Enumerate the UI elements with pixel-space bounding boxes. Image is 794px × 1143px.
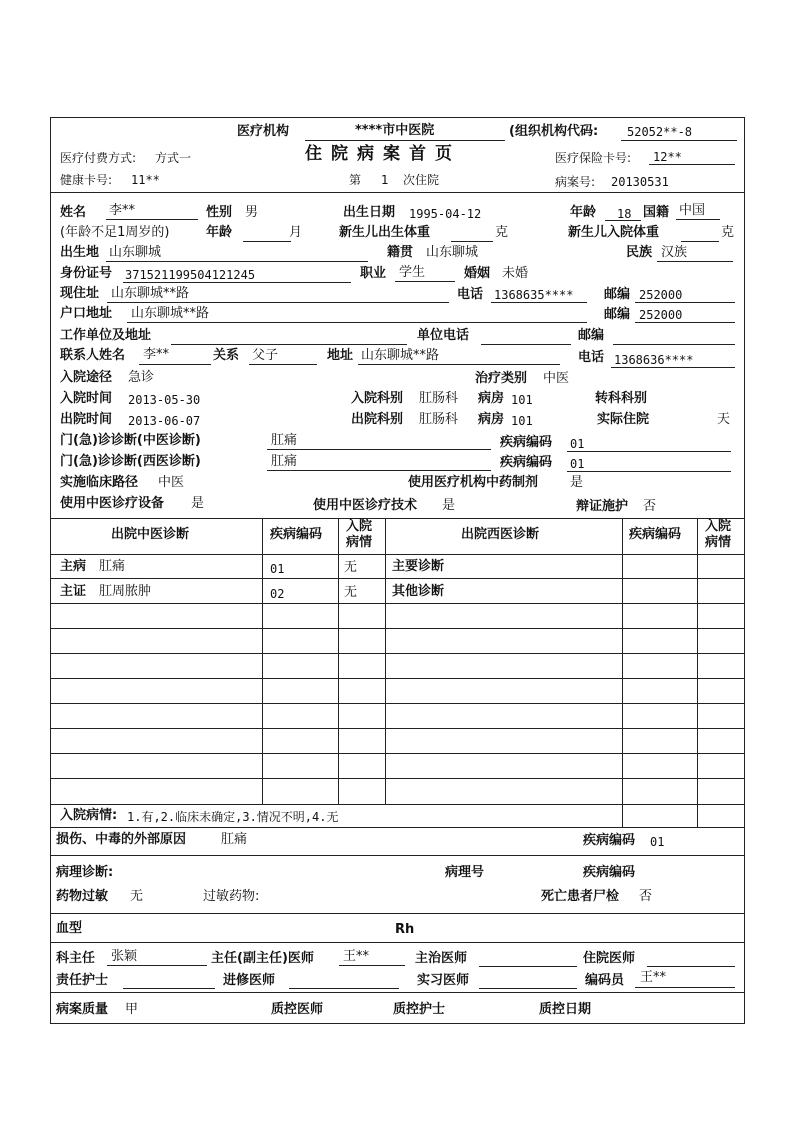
col-cond2-header-l2: 病情 [705,535,732,550]
contact-label: 联系人姓名 [60,348,126,363]
pathology-code-label: 疾病编码 [583,865,636,880]
insurance-value: 12** [653,150,682,164]
native-value: 山东聊城 [426,245,479,260]
blood-label: 血型 [56,921,83,936]
trainee-label: 进修医师 [223,973,276,988]
nurse-label: 责任护士 [56,973,109,988]
row1-value: 肛痛 [99,559,126,574]
qc-nurse-label: 质控护士 [393,1002,446,1017]
underline [123,988,215,989]
underline [107,965,207,966]
occupation-value: 学生 [399,265,426,280]
infant-age-label: 年龄 [206,225,233,240]
tcm-code-label: 疾病编码 [500,435,553,450]
underline [123,282,351,283]
underline [479,966,577,967]
underline [657,261,733,262]
gender-value: 男 [245,205,259,220]
route-value: 急诊 [128,370,155,385]
divider [51,855,744,856]
underline [305,140,505,141]
org-code-label: (组织机构代码: [509,124,599,139]
row2-label: 主证 [60,584,87,599]
underline [249,364,317,365]
legend-text: 1.有,2.临床未确定,3.情况不明,4.无 [127,810,339,824]
underline [106,261,368,262]
wm-diag-value: 肛痛 [271,454,298,469]
row1-code: 01 [270,562,285,576]
id-value: 371521199504121245 [125,268,256,282]
prep-value: 是 [570,475,584,490]
table-row-line [51,753,744,754]
attending-label: 主治医师 [415,951,468,966]
underline [635,322,735,323]
address-value: 山东聊城**路 [111,286,190,301]
treat-type-value: 中医 [543,371,570,386]
ethnicity-value: 汉族 [661,245,688,260]
resident-label: 住院医师 [583,951,636,966]
treat-type-label: 治疗类别 [475,371,528,386]
col-wm-header: 出院西医诊断 [461,527,540,542]
underline [107,302,449,303]
divider [51,942,744,943]
gender-label: 性别 [206,205,233,220]
rh-label: Rh [395,922,415,937]
phone-label: 电话 [457,287,484,302]
underline [605,220,641,221]
injury-value: 肛痛 [221,832,248,847]
postcode-label2: 邮编 [604,307,631,322]
contact-value: 李** [143,347,170,362]
address-label: 现住址 [60,286,100,301]
underline [635,987,735,988]
table-top-border [51,518,744,519]
age-value: 18 [617,207,632,221]
tech-label: 使用中医诊疗技术 [313,498,418,513]
name-value: 李** [109,203,136,218]
wm-code-value: 01 [570,457,585,471]
col-code2-header: 疾病编码 [629,527,682,542]
row2-value: 肛周脓肿 [99,584,152,599]
coder-label: 编码员 [585,973,625,988]
health-card-value: 11** [131,173,160,187]
contact-phone-value: 1368636**** [614,353,694,367]
underline [243,241,291,242]
table-row-line [51,628,744,629]
syndrome-label: 辩证施护 [576,499,629,514]
admission-count-prefix: 第 [349,173,362,187]
discharge-dept-label: 出院科别 [351,412,404,427]
chief-label: 主任(副主任)医师 [211,951,314,966]
phone-value: 1368635**** [494,288,574,302]
divider [51,192,744,193]
row1-wm-label: 主要诊断 [392,559,445,574]
admit-dept-label: 入院科别 [351,391,404,406]
relation-label: 关系 [213,348,240,363]
divider [51,913,744,914]
allergy-label: 药物过敏 [56,889,109,904]
ward-label2: 病房 [478,412,505,427]
actual-stay-label: 实际住院 [597,412,650,427]
injury-label: 损伤、中毒的外部原因 [56,832,187,847]
ethnicity-label: 民族 [626,245,653,260]
underline [395,281,455,282]
row1-cond: 无 [344,560,358,575]
legend-label: 入院病情: [60,808,118,823]
household-value: 山东聊城**路 [131,306,210,321]
autopsy-label: 死亡患者尸检 [541,889,620,904]
relation-value: 父子 [252,348,279,363]
underline [611,367,735,368]
underline [289,988,399,989]
ward-value2: 101 [511,414,533,428]
nationality-label: 国籍 [643,205,670,220]
institution-value: ****市中医院 [355,123,435,138]
row2-wm-label: 其他诊断 [392,584,445,599]
injury-code-label: 疾病编码 [583,833,636,848]
underline [649,164,735,165]
medical-record-form [50,117,745,1024]
discharge-time-value: 2013-06-07 [128,414,201,428]
allergen-label: 过敏药物: [203,889,260,904]
discharge-dept-value: 肛肠科 [419,412,459,427]
table-row-line [51,578,744,579]
qc-doctor-label: 质控医师 [271,1002,324,1017]
admission-count-value: 1 [381,173,389,187]
col-code-header: 疾病编码 [270,527,323,542]
work-label: 工作单位及地址 [60,328,152,343]
tcm-diag-label: 门(急)诊诊断(中医诊断) [60,433,201,448]
table-row-line [51,703,744,704]
col-tcm-header: 出院中医诊断 [111,527,190,542]
qc-date-label: 质控日期 [539,1002,592,1017]
table-col-line [338,518,339,804]
underline [267,449,491,450]
table-row-line [51,554,744,555]
underline [479,988,577,989]
quality-value: 甲 [125,1002,139,1017]
table-row-line [51,728,744,729]
director-value: 张颖 [111,949,138,964]
marital-value: 未婚 [502,266,529,281]
insurance-label: 医疗保险卡号: [555,151,632,165]
row1-label: 主病 [60,559,87,574]
underline [481,344,571,345]
underline [635,302,735,303]
injury-code-value: 01 [650,835,665,849]
infant-note: (年龄不足1周岁的) [60,225,170,240]
col-cond2-header-l1: 入院 [705,519,732,534]
underline [676,219,720,220]
payment-value: 方式一 [155,151,192,165]
name-label: 姓名 [60,205,87,220]
syndrome-value: 否 [643,499,657,514]
household-label: 户口地址 [60,306,113,321]
admission-count-suffix: 次住院 [403,173,440,187]
contact-phone-label: 电话 [578,350,605,365]
underline [681,241,719,242]
birth-label: 出生日期 [343,205,396,220]
chief-value: 王** [343,949,370,964]
underline [451,241,493,242]
route-label: 入院途径 [60,370,113,385]
underline [647,966,735,967]
birth-weight-label: 新生儿出生体重 [339,225,431,240]
marital-label: 婚姻 [464,266,491,281]
table-col-line [622,518,623,827]
ward-value: 101 [511,393,533,407]
birth-value: 1995-04-12 [409,207,482,221]
table-row-line [51,778,744,779]
tcm-code-value: 01 [570,437,585,451]
tech-value: 是 [442,498,456,513]
institution-label: 医疗机构 [237,124,290,139]
pathology-label: 病理诊断: [56,865,114,880]
discharge-time-label: 出院时间 [60,412,113,427]
equip-value: 是 [191,496,205,511]
wm-code-label: 疾病编码 [500,455,553,470]
native-label: 籍贯 [387,245,414,260]
wm-diag-label: 门(急)诊诊断(西医诊断) [60,454,201,469]
table-row-line [51,653,744,654]
table-row-line [51,804,744,805]
underline [139,364,211,365]
col-cond-header-l1: 入院 [346,519,373,534]
table-row-line [51,603,744,604]
row2-cond: 无 [344,585,358,600]
birthplace-value: 山东聊城 [109,245,162,260]
col-cond-header-l2: 病情 [346,535,373,550]
postcode-value: 252000 [639,288,683,302]
prep-label: 使用医疗机构中药制剂 [408,475,539,490]
equip-label: 使用中医诊疗设备 [60,496,165,511]
month-unit: 月 [289,225,303,240]
underline [127,322,587,323]
underline [106,219,198,220]
health-card-label: 健康卡号: [60,173,113,187]
pathway-value: 中医 [158,475,185,490]
underline [491,302,587,303]
row2-code: 02 [270,587,285,601]
transfer-label: 转科科别 [595,391,648,406]
org-code-value: 52052**-8 [627,125,693,139]
admit-time-value: 2013-05-30 [128,393,201,407]
allergy-value: 无 [130,889,144,904]
underline [358,364,560,365]
table-col-line [697,518,698,827]
id-label: 身份证号 [60,266,113,281]
payment-label: 医疗付费方式: [60,151,137,165]
pathology-no-label: 病理号 [445,865,485,880]
tcm-diag-value: 肛痛 [271,433,298,448]
underline [339,965,405,966]
table-col-line [262,518,263,804]
form-title: 住院病案首页 [305,144,461,164]
record-no-label: 病案号: [555,175,596,189]
table-col-line [385,518,386,804]
postcode-value2: 252000 [639,308,683,322]
day-unit: 天 [717,412,731,427]
admit-weight-label: 新生儿入院体重 [568,225,660,240]
record-no-value: 20130531 [611,175,669,189]
work-phone-label: 单位电话 [417,328,470,343]
admit-dept-value: 肛肠科 [419,391,459,406]
underline [567,471,731,472]
autopsy-value: 否 [639,889,653,904]
pathway-label: 实施临床路径 [60,475,139,490]
underline [621,140,737,141]
ward-label: 病房 [478,391,505,406]
contact-addr-label: 地址 [327,348,354,363]
table-row-line [51,678,744,679]
underline [567,451,731,452]
underline [267,470,491,471]
underline [171,344,407,345]
divider [51,827,744,828]
intern-label: 实习医师 [417,973,470,988]
nationality-value: 中国 [679,203,706,218]
birthplace-label: 出生地 [60,245,100,260]
director-label: 科主任 [56,951,96,966]
occupation-label: 职业 [360,266,387,281]
underline [613,344,735,345]
work-postcode-label: 邮编 [578,328,605,343]
coder-value: 王** [640,970,667,985]
quality-label: 病案质量 [56,1002,109,1017]
gram-unit: 克 [495,225,509,240]
gram-unit2: 克 [721,225,735,240]
admit-time-label: 入院时间 [60,391,113,406]
contact-addr-value: 山东聊城**路 [361,348,440,363]
divider [51,992,744,993]
age-label: 年龄 [570,205,597,220]
postcode-label: 邮编 [604,287,631,302]
